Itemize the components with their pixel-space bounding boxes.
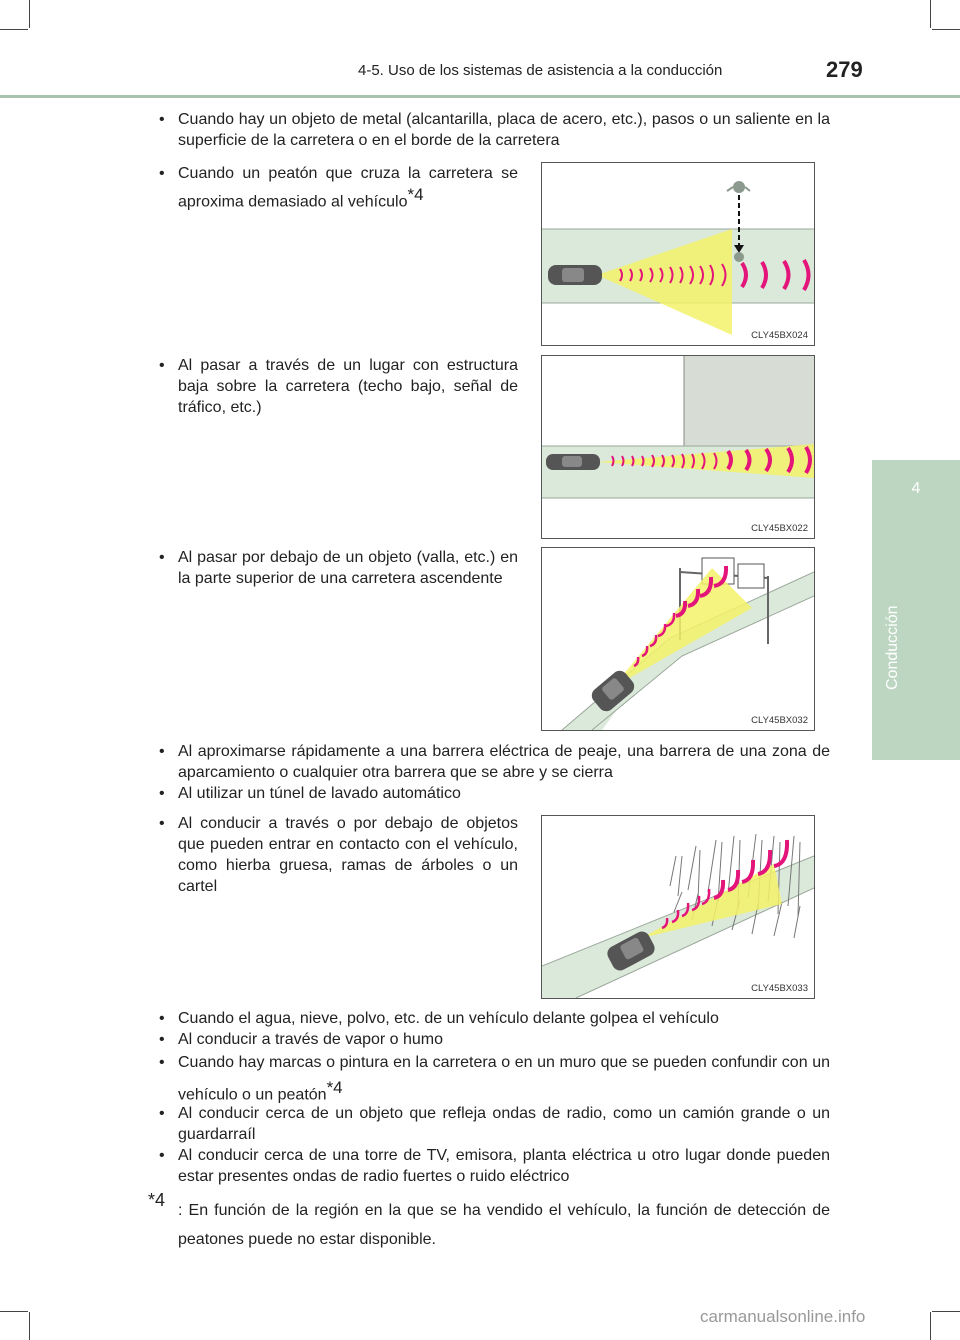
bullet-dot: •: [159, 743, 165, 760]
bullet-item: [159, 1008, 830, 1029]
bullet-text: Cuando un peatón que cruza la carretera se aproxima demasiado al vehículo: [178, 165, 518, 211]
bullet-text: Cuando hay marcas o pintura en la carretera o en un muro que se pueden confundir con un vehículo o un peatón: [178, 1054, 830, 1104]
bullet-dot: •: [159, 815, 165, 832]
bullet-text: Cuando el agua, nieve, polvo, etc. de un vehículo delante golpea el vehículo: [178, 1010, 719, 1027]
bullet-dot: •: [159, 549, 165, 566]
bullet-text: Al conducir a través o por debajo de objetos que pueden entrar en contacto con el vehículo, como hierba gruesa, ramas de árboles o un cartel: [178, 815, 518, 895]
bullet-item: [159, 741, 830, 783]
figure-code: CLY45BX024: [751, 330, 808, 341]
bullet-text: Al pasar por debajo de un objeto (valla, etc.) en la parte superior de una carretera ascendente: [178, 549, 518, 587]
crop-mark: [0, 1311, 28, 1312]
crop-mark: [29, 1312, 30, 1340]
crop-mark: [930, 1312, 931, 1340]
footnote-mark-text: *4: [148, 1190, 166, 1210]
crop-mark: [0, 29, 28, 30]
crop-mark: [930, 0, 931, 28]
bullet-dot: •: [159, 785, 165, 802]
figure-vegetation: [541, 815, 815, 999]
bullet-dot: •: [159, 1105, 165, 1122]
crop-mark: [29, 0, 30, 28]
footnote-text: : En función de la región en la que se ha vendido el vehículo, la función de detección de peatones puede no estar disponible.: [178, 1202, 830, 1248]
figure-low-structure: [541, 355, 815, 539]
header-divider: [0, 95, 960, 98]
bullet-text: Al conducir cerca de un objeto que refleja ondas de radio, como un camión grande o un guardarraíl: [178, 1105, 830, 1143]
bullet-dot: •: [159, 1147, 165, 1164]
bullet-item: [159, 1103, 830, 1145]
figure-code: CLY45BX022: [751, 523, 808, 534]
bullet-text: Al aproximarse rápidamente a una barrera eléctrica de peaje, una barrera de una zona de aparcamiento o cualquier otra barrera que se abre y se cierra: [178, 743, 830, 781]
bullet-text: Al conducir a través de vapor o humo: [178, 1031, 444, 1048]
bullet-item: [159, 355, 518, 418]
bullet-dot: •: [159, 1010, 165, 1027]
bullet-dot: •: [159, 1031, 165, 1048]
bullet-dot: •: [159, 111, 165, 128]
bullet-item: [159, 1029, 830, 1050]
bullet-item: [159, 1145, 830, 1187]
bullet-item: [159, 813, 518, 897]
footnote-ref: *4: [326, 1078, 343, 1097]
figure-pedestrian-crossing: [541, 162, 815, 346]
bullet-text: Al utilizar un túnel de lavado automático: [178, 785, 461, 802]
crop-mark: [932, 1311, 960, 1312]
section-title: 4-5. Uso de los sistemas de asistencia a la conducción: [358, 62, 723, 79]
bullet-text: Cuando hay un objeto de metal (alcantarilla, placa de acero, etc.), pasos o un saliente en la superficie de la carretera o en el borde de la carretera: [178, 111, 830, 149]
page-number: 279: [826, 57, 863, 82]
crop-mark: [932, 29, 960, 30]
bullet-item: [159, 547, 518, 589]
bullet-text: Al pasar a través de un lugar con estructura baja sobre la carretera (techo bajo, señal de tráfico, etc.): [178, 357, 518, 416]
bullet-item: [159, 1050, 830, 1107]
bullet-item: [159, 109, 830, 151]
figure-code: CLY45BX033: [751, 983, 808, 994]
chapter-label: Conducción: [884, 605, 901, 690]
bullet-dot: •: [159, 165, 165, 182]
footnote-ref: *4: [407, 185, 424, 204]
figure-code: CLY45BX032: [751, 715, 808, 726]
bullet-item: [159, 783, 830, 804]
bullet-text: Al conducir cerca de una torre de TV, emisora, planta eléctrica u otro lugar donde pueden estar presentes ondas de radio fuertes o ruido eléctrico: [178, 1147, 830, 1185]
bullet-dot: •: [159, 357, 165, 374]
chapter-number: 4: [911, 480, 921, 497]
bullet-item: [159, 163, 518, 212]
bullet-dot: •: [159, 1054, 165, 1071]
footnote-mark: [148, 1190, 165, 1217]
watermark: carmanualsonline.info: [700, 1307, 866, 1326]
figure-uphill-overhead: [541, 547, 815, 731]
